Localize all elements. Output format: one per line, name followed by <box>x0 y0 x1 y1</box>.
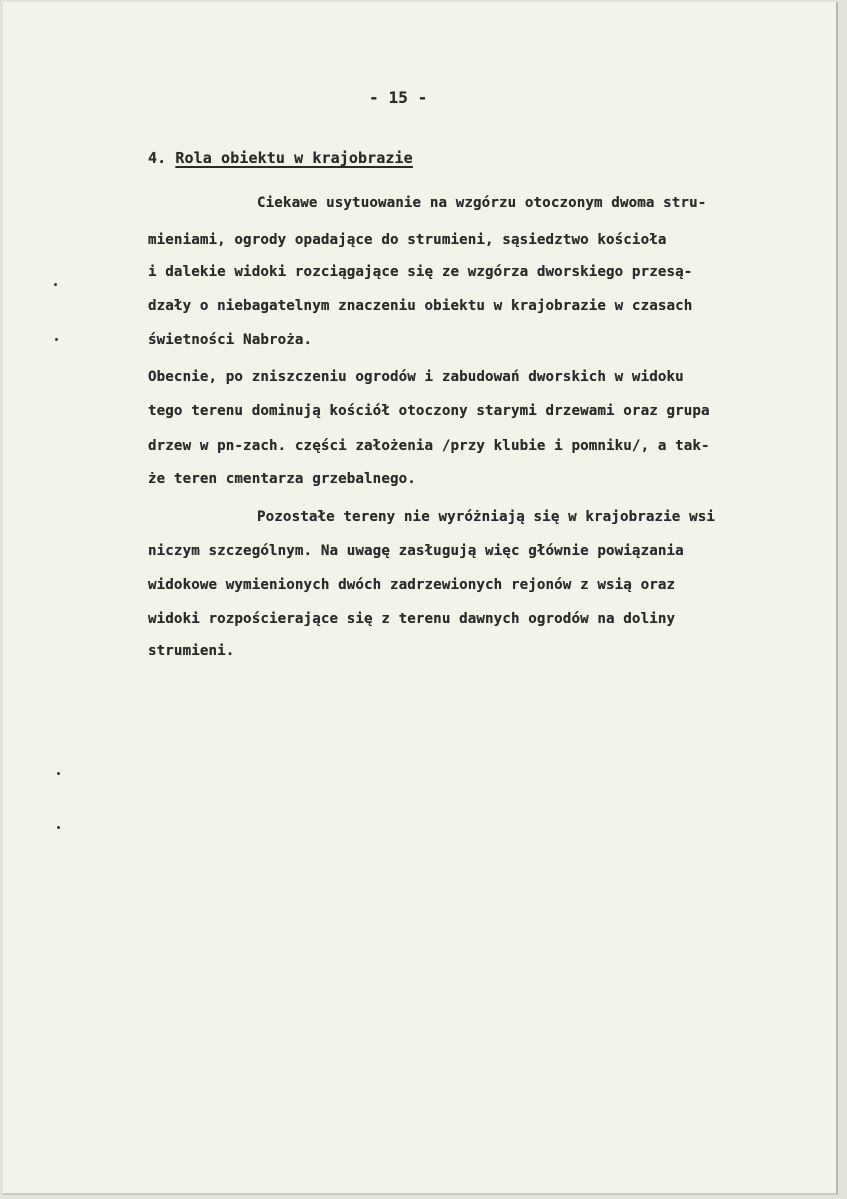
punch-mark <box>54 283 57 286</box>
body-line: dzały o niebagatelnym znaczeniu obiektu w krajobrazie w czasach <box>148 298 693 314</box>
body-line: niczym szczególnym. Na uwagę zasługują więc głównie powiązania <box>148 543 684 559</box>
punch-mark <box>57 772 60 775</box>
body-line: Ciekawe usytuowanie na wzgórzu otoczonym dwoma stru- <box>257 195 707 211</box>
section-number: 4. <box>148 149 167 167</box>
body-line: strumieni. <box>148 643 235 659</box>
punch-mark <box>57 826 60 829</box>
body-line: tego terenu dominują kościół otoczony starymi drzewami oraz grupa <box>148 403 710 419</box>
body-line: i dalekie widoki rozciągające się ze wzgórza dworskiego przesą- <box>148 264 693 280</box>
body-line: świetności Nabroża. <box>148 332 313 348</box>
body-line: że teren cmentarza grzebalnego. <box>148 471 416 487</box>
body-line: widokowe wymienionych dwóch zadrzewionych rejonów z wsią oraz <box>148 577 676 593</box>
body-line: widoki rozpościerające się z terenu dawnych ogrodów na doliny <box>148 611 676 627</box>
page-number: - 15 - <box>369 88 428 107</box>
body-line: Obecnie, po zniszczeniu ogrodów i zabudowań dworskich w widoku <box>148 369 684 385</box>
document-page <box>3 2 838 1195</box>
body-line: Pozostałe tereny nie wyróżniają się w krajobrazie wsi <box>257 509 716 525</box>
body-line: drzew w pn-zach. części założenia /przy klubie i pomniku/, a tak- <box>148 438 710 454</box>
section-heading <box>148 149 413 167</box>
section-title: Rola obiektu w krajobrazie <box>175 149 413 167</box>
punch-mark <box>55 338 58 341</box>
body-line: mieniami, ogrody opadające do strumieni, sąsiedztwo kościoła <box>148 232 667 248</box>
